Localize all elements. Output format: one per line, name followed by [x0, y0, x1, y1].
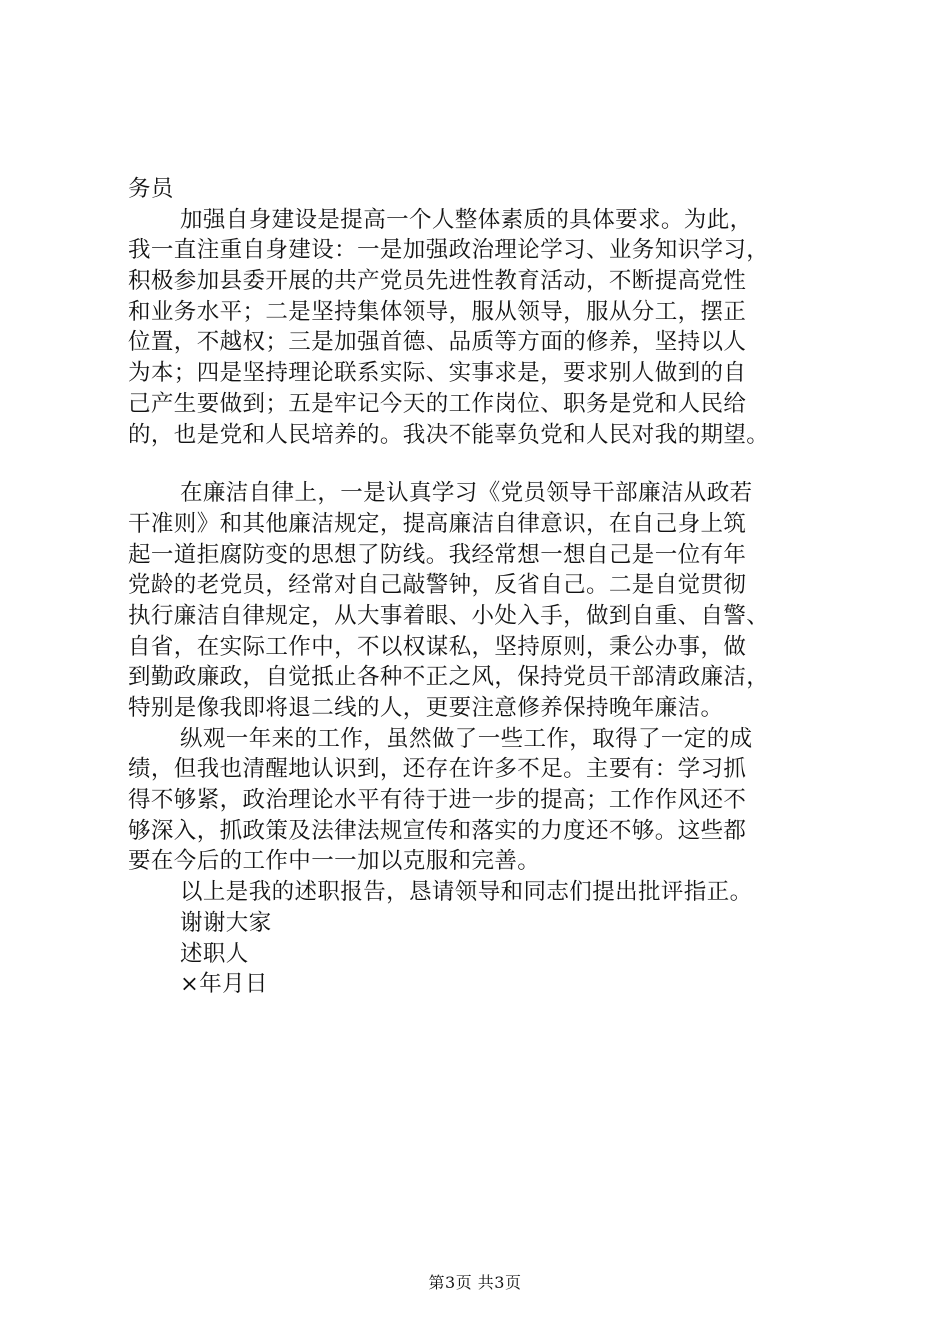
text-line: 位置，不越权；三是加强首德、品质等方面的修养，坚持以人: [128, 329, 747, 356]
signature-label: 述职人: [180, 940, 249, 967]
text-line: 我一直注重自身建设：一是加强政治理论学习、业务知识学习，: [128, 237, 770, 264]
text-line: 务员: [128, 176, 174, 202]
text-line: 为本；四是坚持理论联系实际、实事求是，要求别人做到的自: [128, 360, 747, 387]
text-line: 绩，但我也清醒地认识到，还存在许多不足。主要有：学习抓: [128, 756, 747, 783]
paragraph-start-line: 加强自身建设是提高一个人整体素质的具体要求。为此，: [180, 206, 753, 233]
text-line: 自省，在实际工作中，不以权谋私，坚持原则，秉公办事，做: [128, 633, 747, 660]
text-line: 执行廉洁自律规定，从大事着眼、小处入手，做到自重、自警、: [128, 602, 770, 629]
text-line: 要在今后的工作中一一加以克服和完善。: [128, 848, 541, 875]
text-line: 干准则》和其他廉洁规定，提高廉洁自律意识，在自己身上筑: [128, 510, 747, 537]
text-line: 己产生要做到；五是牢记今天的工作岗位、职务是党和人民给: [128, 390, 747, 417]
paragraph-start-line: 在廉洁自律上，一是认真学习《党员领导干部廉洁从政若: [180, 480, 753, 507]
paragraph-start-line: 纵观一年来的工作，虽然做了一些工作，取得了一定的成: [180, 725, 753, 752]
page-number-footer: 第3页 共3页: [428, 1273, 522, 1292]
paragraph-gap: [128, 450, 842, 478]
text-line: 够深入，抓政策及法律法规宣传和落实的力度还不够。这些都: [128, 817, 747, 844]
date-line: ×年月日: [180, 971, 268, 998]
text-line: 起一道拒腐防变的思想了防线。我经常想一想自己是一位有年: [128, 541, 747, 568]
text-line: 党龄的老党员，经常对自己敲警钟，反省自己。二是自觉贯彻: [128, 572, 747, 599]
document-body: [128, 174, 842, 1000]
text-line: 的，也是党和人民培养的。我决不能辜负党和人民对我的期望。: [128, 421, 770, 448]
text-line: 得不够紧，政治理论水平有待于进一步的提高；工作作风还不: [128, 787, 747, 814]
closing-line: 以上是我的述职报告，恳请领导和同志们提出批评指正。: [180, 879, 753, 906]
text-line: 到勤政廉政，自觉抵止各种不正之风，保持党员干部清政廉洁，: [128, 664, 770, 691]
text-line: 和业务水平；二是坚持集体领导，服从领导，服从分工，摆正: [128, 298, 747, 325]
thanks-line: 谢谢大家: [180, 909, 272, 936]
text-line: 特别是像我即将退二线的人，更要注意修养保持晚年廉洁。: [128, 695, 724, 721]
text-line: 积极参加县委开展的共产党员先进性教育活动，不断提高党性: [128, 268, 747, 295]
